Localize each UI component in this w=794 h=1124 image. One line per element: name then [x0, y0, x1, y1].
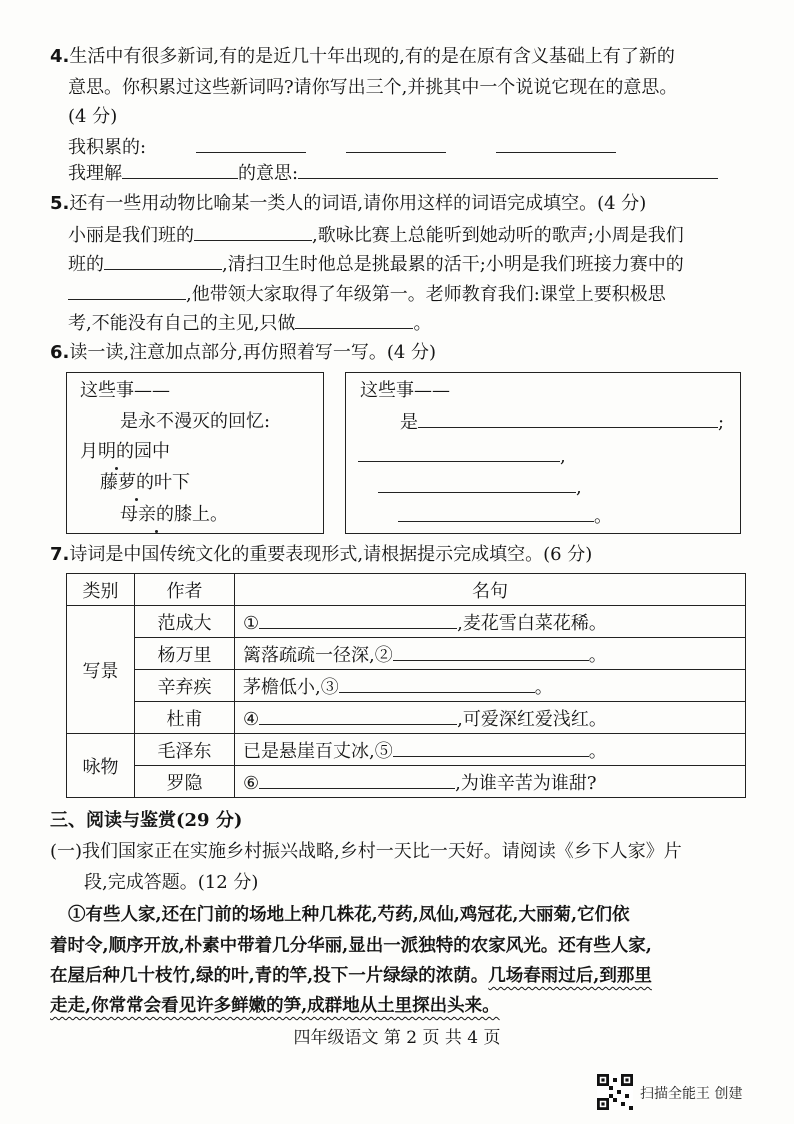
- q6-number: 6.: [50, 342, 70, 363]
- poem-blank-5[interactable]: [393, 738, 589, 757]
- q5-line4: ,他带领大家取得了年级第一。老师教育我们:课堂上要积极思: [68, 281, 666, 308]
- verse-cell: ① ,麦花雪白菜花稀。: [235, 606, 746, 638]
- verse-cell: ⑥ ,为谁辛苦为谁甜?: [235, 766, 746, 798]
- q5-line3: 班的 ,清扫卫生时他总是挑最累的活干;小明是我们班接力赛中的: [68, 251, 684, 278]
- category-object: 咏物: [67, 734, 135, 798]
- q7-title: 7.诗词是中国传统文化的重要表现形式,请根据提示完成填空。(6 分): [50, 544, 593, 565]
- q4-blank-word[interactable]: [122, 160, 238, 179]
- table-row: [67, 606, 746, 638]
- section3-intro-line1: (一)我们国家正在实施乡村振兴战略,乡村一天比一天好。请阅读《乡下人家》片: [50, 841, 682, 862]
- q5-line2: 小丽是我们班的 ,歌咏比赛上总能听到她动听的歌声;小周是我们: [68, 222, 684, 249]
- q6-left-line2: 是永不漫灭的回忆:: [120, 411, 271, 432]
- verse-cell: 已是悬崖百丈冰,⑤ 。: [235, 734, 746, 766]
- q6-blank-3[interactable]: [378, 474, 576, 493]
- q6-right-line2: 是 ;: [400, 409, 724, 436]
- passage-line4: [50, 993, 500, 1019]
- q4-blank-2[interactable]: [346, 134, 446, 153]
- q6-right-line4: ,: [378, 474, 582, 501]
- poem-blank-3[interactable]: [339, 674, 535, 693]
- q6-left-line4: 藤萝的叶下: [100, 470, 190, 496]
- wavy-underlined-text: 走走,你常常会看见许多鲜嫩的笋,成群地从土里探出头来。: [50, 996, 500, 1016]
- poem-blank-6[interactable]: [259, 770, 455, 789]
- author-cell: 辛弃疾: [135, 670, 235, 702]
- header-verse: 名句: [235, 574, 746, 606]
- q6-right-line1: 这些事——: [360, 380, 450, 401]
- poem-blank-4[interactable]: [259, 706, 457, 725]
- q6-blank-1[interactable]: [418, 409, 718, 428]
- table-row: [67, 670, 746, 702]
- author-cell: 范成大: [135, 606, 235, 638]
- q6-left-line1: 这些事——: [80, 380, 170, 401]
- q5-blank-1[interactable]: [194, 222, 312, 241]
- passage-line1: ①有些人家,还在门前的场地上种几株花,芍药,凤仙,鸡冠花,大丽菊,它们依: [68, 905, 630, 925]
- q6-left-line3: 月明的园中: [80, 439, 170, 465]
- table-row: [67, 734, 746, 766]
- table-row: [67, 638, 746, 670]
- qr-code-icon: [597, 1074, 633, 1110]
- verse-cell: ④ ,可爱深红爱浅红。: [235, 702, 746, 734]
- q5-blank-2[interactable]: [104, 251, 222, 270]
- author-cell: 毛泽东: [135, 734, 235, 766]
- poem-blank-1[interactable]: [259, 610, 457, 629]
- section3-title: 三、阅读与鉴赏(29 分): [50, 810, 243, 831]
- q5-number: 5.: [50, 193, 70, 214]
- passage-line3: 在屋后种几十枝竹,绿的叶,青的竿,投下一片绿绿的浓荫。几场春雨过后,到那里: [50, 966, 652, 986]
- poem-blank-2[interactable]: [393, 642, 589, 661]
- verse-cell: 茅檐低小,③ 。: [235, 670, 746, 702]
- table-row: [67, 702, 746, 734]
- passage-line2: 着时令,顺序开放,朴素中带着几分华丽,显出一派独特的农家风光。还有些人家,: [50, 936, 652, 956]
- q5-blank-3[interactable]: [68, 281, 186, 300]
- author-cell: 罗隐: [135, 766, 235, 798]
- q4-score: (4 分): [68, 106, 118, 127]
- header-author: 作者: [135, 574, 235, 606]
- category-scenery: 写景: [67, 606, 135, 734]
- q6-left-line5: 母亲的膝上。: [120, 502, 228, 528]
- q4-line1: 4.生活中有很多新词,有的是近几十年出现的,有的是在原有含义基础上有了新的: [50, 46, 675, 67]
- q6-right-line5: 。: [398, 503, 612, 530]
- q5-line5: 考,不能没有自己的主见,只做 。: [68, 310, 431, 337]
- q4-blank-1[interactable]: [196, 134, 306, 153]
- q6-right-line3: ,: [358, 443, 566, 470]
- page-footer: 四年级语文 第 2 页 共 4 页: [293, 1028, 501, 1048]
- scanner-watermark: 扫描全能王 创建: [640, 1086, 743, 1102]
- section3-intro-line2: 段,完成答题。(12 分): [84, 872, 259, 893]
- q4-accumulated-row: 我积累的:: [68, 134, 616, 161]
- q5-line1: 5.还有一些用动物比喻某一类人的词语,请你用这样的词语完成填空。(4 分): [50, 193, 647, 214]
- table-header-row: [67, 574, 746, 606]
- author-cell: 杨万里: [135, 638, 235, 670]
- q4-number: 4.: [50, 46, 70, 67]
- q6-blank-2[interactable]: [358, 443, 560, 462]
- poetry-table: [66, 573, 746, 798]
- q7-number: 7.: [50, 544, 70, 565]
- q4-blank-3[interactable]: [496, 134, 616, 153]
- q5-blank-4[interactable]: [295, 310, 413, 329]
- table-row: [67, 766, 746, 798]
- q4-understand-row: 我理解 的意思:: [68, 160, 718, 187]
- q6-title: 6.读一读,注意加点部分,再仿照着写一写。(4 分): [50, 342, 437, 363]
- q4-blank-meaning[interactable]: [298, 160, 718, 179]
- author-cell: 杜甫: [135, 702, 235, 734]
- verse-cell: 篱落疏疏一径深,② 。: [235, 638, 746, 670]
- header-category: 类别: [67, 574, 135, 606]
- wavy-underlined-text: 几场春雨过后,到那里: [488, 966, 652, 986]
- q4-line2: 意思。你积累过这些新词吗?请你写出三个,并挑其中一个说说它现在的意思。: [68, 77, 678, 98]
- q6-blank-4[interactable]: [398, 503, 594, 522]
